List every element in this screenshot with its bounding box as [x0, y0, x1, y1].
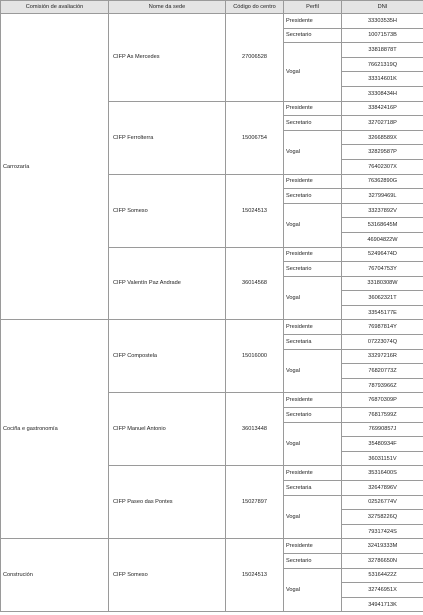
- dni-cell: 53164422Z: [342, 568, 423, 583]
- dni-cell: 33297216R: [342, 349, 423, 364]
- header-sede: Nome da sede: [109, 1, 226, 14]
- perfil-cell: Presidente: [284, 101, 342, 116]
- comision-cell: Carrozaría: [1, 14, 109, 320]
- perfil-cell: Presidente: [284, 320, 342, 335]
- dni-cell: 36031151V: [342, 451, 423, 466]
- dni-cell: 32647896V: [342, 481, 423, 496]
- header-row: [1, 1, 423, 14]
- comision-cell: Cociña e gastronomía: [1, 320, 109, 539]
- perfil-cell: Secretario: [284, 28, 342, 43]
- dni-cell: 78793966Z: [342, 378, 423, 393]
- dni-cell: 76621319Q: [342, 57, 423, 72]
- dni-cell: 34941713K: [342, 597, 423, 612]
- perfil-cell: Vogal: [284, 276, 342, 320]
- sede-cell: CIFP Paseo das Pontes: [109, 466, 226, 539]
- codigo-cell: 36013448: [226, 393, 284, 466]
- perfil-cell: Secretario: [284, 189, 342, 204]
- dni-cell: 79317424S: [342, 524, 423, 539]
- dni-cell: 76402307X: [342, 159, 423, 174]
- table-row: [1, 320, 423, 335]
- perfil-cell: Presidente: [284, 14, 342, 29]
- header-codigo: Código do centro: [226, 1, 284, 14]
- dni-cell: 33842416P: [342, 101, 423, 116]
- sede-cell: CIFP Valentín Paz Andrade: [109, 247, 226, 320]
- codigo-cell: 15024513: [226, 174, 284, 247]
- perfil-cell: Secretario: [284, 116, 342, 131]
- sede-cell: CIFP Compostela: [109, 320, 226, 393]
- dni-cell: 35480934F: [342, 437, 423, 452]
- perfil-cell: Vogal: [284, 495, 342, 539]
- dni-cell: 32419333M: [342, 539, 423, 554]
- comision-cell: Construción: [1, 539, 109, 612]
- codigo-cell: 15006754: [226, 101, 284, 174]
- perfil-cell: Presidente: [284, 466, 342, 481]
- dni-cell: 32786650N: [342, 553, 423, 568]
- dni-cell: 36062321T: [342, 291, 423, 306]
- dni-cell: 35316400S: [342, 466, 423, 481]
- perfil-cell: Secretario: [284, 553, 342, 568]
- dni-cell: 76990857J: [342, 422, 423, 437]
- dni-cell: 76362890G: [342, 174, 423, 189]
- sede-cell: CIFP Ferrolterra: [109, 101, 226, 174]
- perfil-cell: Vogal: [284, 203, 342, 247]
- dni-cell: 46904822W: [342, 232, 423, 247]
- dni-cell: 32746951X: [342, 583, 423, 598]
- header-perfil: Perfil: [284, 1, 342, 14]
- perfil-cell: Secretario: [284, 262, 342, 277]
- sede-cell: CIFP As Mercedes: [109, 14, 226, 102]
- dni-cell: 07223074Q: [342, 335, 423, 350]
- perfil-cell: Vogal: [284, 568, 342, 612]
- perfil-cell: Vogal: [284, 422, 342, 466]
- header-dni: DNI: [342, 1, 423, 14]
- dni-cell: 32829587P: [342, 145, 423, 160]
- sede-cell: CIFP Someso: [109, 539, 226, 612]
- dni-cell: 32799469L: [342, 189, 423, 204]
- perfil-cell: Presidente: [284, 393, 342, 408]
- codigo-cell: 15016000: [226, 320, 284, 393]
- perfil-cell: Presidente: [284, 174, 342, 189]
- perfil-cell: Presidente: [284, 247, 342, 262]
- perfil-cell: Secretaria: [284, 335, 342, 350]
- perfil-cell: Vogal: [284, 130, 342, 174]
- dni-cell: 76987814Y: [342, 320, 423, 335]
- perfil-cell: Vogal: [284, 349, 342, 393]
- table-row: [1, 14, 423, 29]
- dni-cell: 10071573B: [342, 28, 423, 43]
- dni-cell: 76820773Z: [342, 364, 423, 379]
- dni-cell: 33545177E: [342, 305, 423, 320]
- perfil-cell: Secretario: [284, 408, 342, 423]
- dni-cell: 76704753Y: [342, 262, 423, 277]
- dni-cell: 53168645M: [342, 218, 423, 233]
- codigo-cell: 15024513: [226, 539, 284, 612]
- perfil-cell: Vogal: [284, 43, 342, 101]
- table-body: [1, 14, 423, 612]
- dni-cell: 33314601K: [342, 72, 423, 87]
- sede-cell: CIFP Someso: [109, 174, 226, 247]
- dni-cell: 32668589X: [342, 130, 423, 145]
- table-row: [1, 539, 423, 554]
- dni-cell: 33818878T: [342, 43, 423, 58]
- dni-cell: 52496474D: [342, 247, 423, 262]
- codigo-cell: 36014568: [226, 247, 284, 320]
- dni-cell: 33180308W: [342, 276, 423, 291]
- codigo-cell: 15027897: [226, 466, 284, 539]
- sede-cell: CIFP Manuel Antonio: [109, 393, 226, 466]
- codigo-cell: 27006528: [226, 14, 284, 102]
- header-comision: Comisión de avaliación: [1, 1, 109, 14]
- perfil-cell: Presidente: [284, 539, 342, 554]
- dni-cell: 32702718P: [342, 116, 423, 131]
- dni-cell: 76870309P: [342, 393, 423, 408]
- perfil-cell: Secretaria: [284, 481, 342, 496]
- dni-cell: 32758226Q: [342, 510, 423, 525]
- dni-cell: 76817599Z: [342, 408, 423, 423]
- dni-cell: 33308434H: [342, 86, 423, 101]
- dni-cell: 33303535H: [342, 14, 423, 29]
- dni-cell: 33237892V: [342, 203, 423, 218]
- dni-cell: 02526774V: [342, 495, 423, 510]
